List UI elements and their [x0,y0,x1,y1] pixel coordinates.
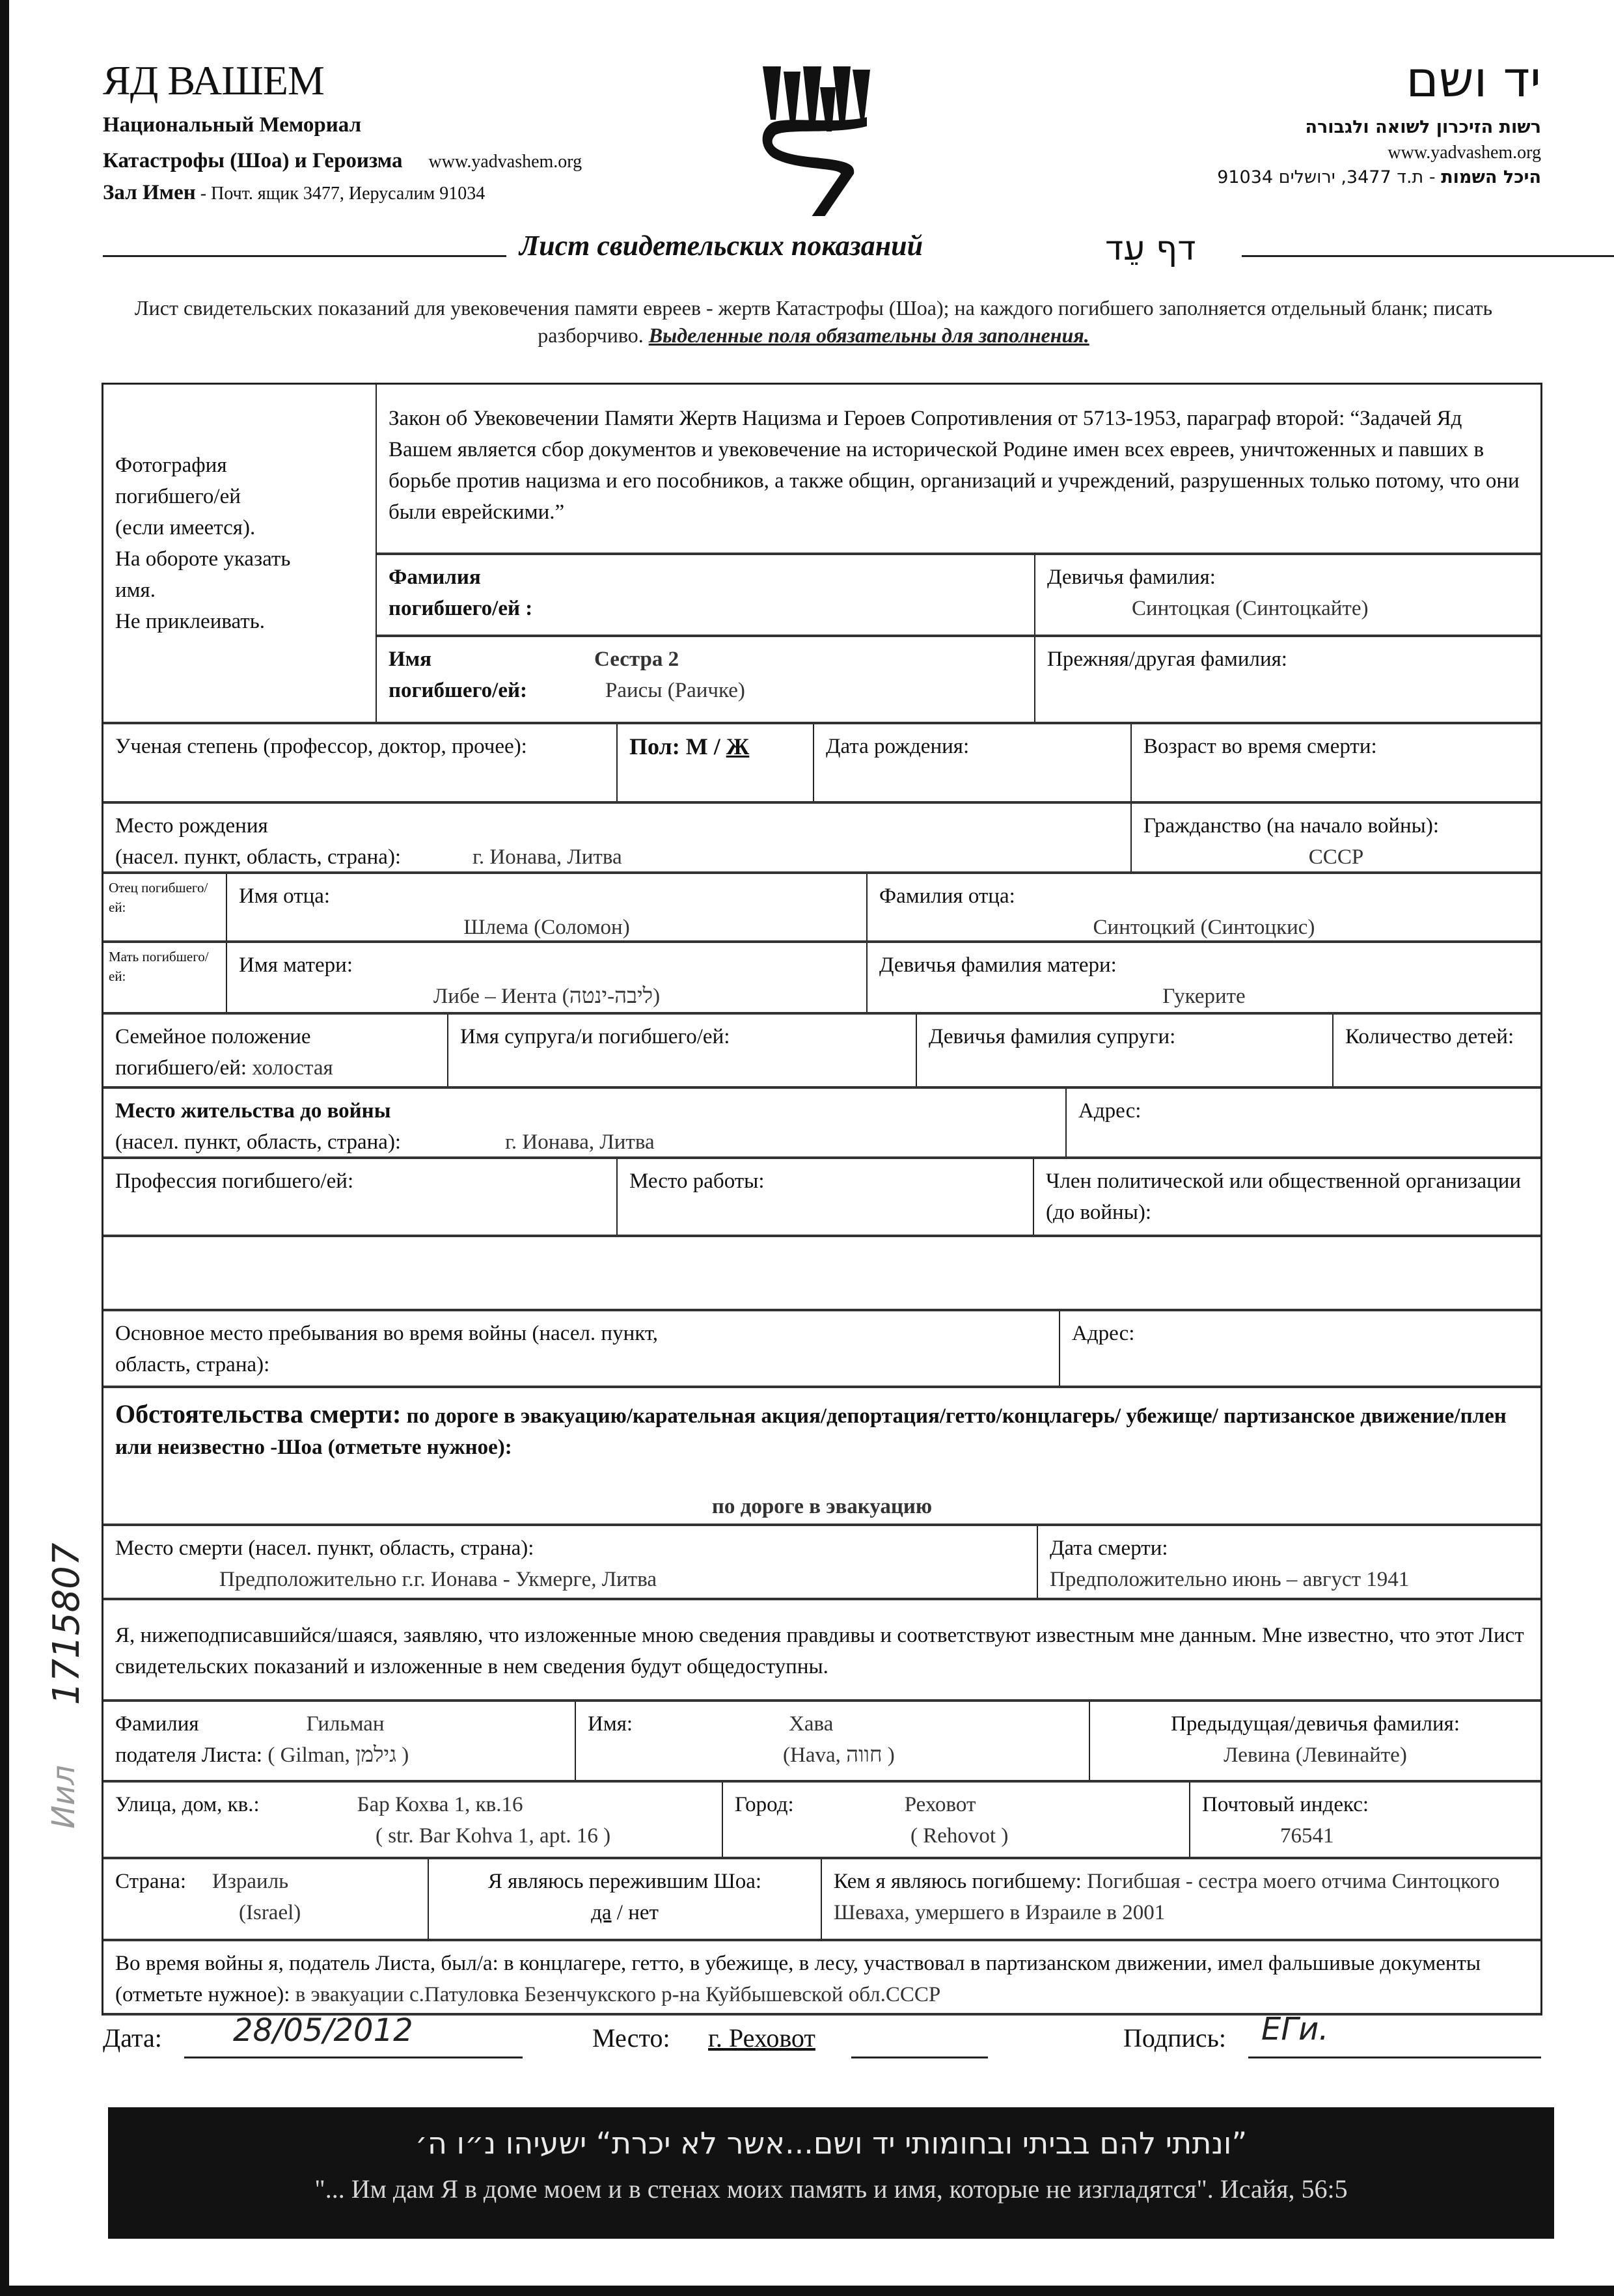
archive-number-note: 1715807 [46,1542,88,1705]
spouse-name-field[interactable]: Имя супруга/и погибшего/ей: [448,1015,917,1086]
gender-field[interactable]: Пол: М / Ж [618,724,814,801]
mother-maiden-field[interactable]: Девичья фамилия матери: Гукерите [879,953,1246,1008]
website-link[interactable]: www.yadvashem.org [428,152,582,172]
organization-membership-field[interactable]: Член политической или общественной организации (до войны): [1046,1169,1522,1224]
submitter-name-field[interactable]: Имя: Хава (Hava, חווה ) [576,1702,1090,1780]
wartime-residence-field[interactable]: Основное место пребывания во время войны (насел. пункт, область, страна): [103,1311,1060,1386]
submitter-surname-field[interactable]: Фамилия Гильман подателя Листа: ( Gilman, גילמן ) [103,1702,576,1780]
header-hebrew [1217,50,1541,187]
date-label: Дата: [103,2023,162,2053]
survivor-field[interactable]: Я являюсь пережившим Шоа: да / нет [429,1859,822,1939]
org-subtitle-2: Катастрофы (Шоа) и Героизма www.yadvashem.org [103,149,582,172]
country-field[interactable]: Страна: Израиль (Israel) [103,1859,429,1939]
submitter-wartime-field[interactable]: Во время войны я, податель Листа, был/а: в концлагере, гетто, в убежище, в лесу, участвовал в партизанском движении, имел фальшивые документы (отметьте нужное): в эвакуации с.Патуловка Безенчукского р-на Куйбышевской обл.СССР [115,1952,1481,2006]
testimony-form [102,383,1542,2016]
prewar-address-field[interactable]: Адрес: [1078,1099,1142,1123]
citizenship-field[interactable]: Гражданство (на начало войны): СССР [1143,814,1440,869]
required-fields-note: Выделенные поля обязательны для заполнения. [648,323,1089,347]
wartime-address-field[interactable]: Адрес: [1072,1322,1135,1345]
death-circumstances-field[interactable]: Обстоятельства смерти: по дороге в эвакуацию/карательная акция/депортация/гетто/концлагерь/ убежище/ партизанское движение/плен или неизвестно -Шоа (отметьте нужное): по дороге в эвакуацию [103,1388,1540,1524]
victim-first-name-field[interactable]: Имя Сестра 2 погибшего/ей: Раисы (Раичке) [377,637,1035,722]
victim-surname-field[interactable]: Фамилия погибшего/ей : [377,555,1035,635]
father-surname-field[interactable]: Фамилия отца: Синтоцкий (Синтоцкис) [879,884,1315,939]
maiden-name-field[interactable]: Девичья фамилия: Синтоцкая (Синтоцкайте) [1047,566,1369,620]
org-address-he: היכל השמות - ת.ד 3477, ירושלים 91034 [1217,167,1541,187]
relation-field[interactable]: Кем я являюсь погибшему: Погибшая - сестра моего отчима Синтоцкого Шеваха, умершего в Израиле в 2001 [834,1870,1500,1924]
workplace-field[interactable]: Место работы: [618,1159,1034,1235]
quote-russian: "... Им дам Я в доме моем и в стенах моих память и имя, которые не изгладятся". Исайя, 56:5 [314,2174,1348,2204]
father-name-field[interactable]: Имя отца: Шлема (Соломон) [227,874,868,940]
org-subtitle-he: רשות הזיכרון לשואה ולגבורה [1305,117,1541,137]
header-russian [103,57,582,205]
street-field[interactable]: Улица, дом, кв.: Бар Кохва 1, кв.16 ( str. Bar Kohva 1, apt. 16 ) [103,1783,723,1857]
zip-field[interactable]: Почтовый индекс: 76541 [1202,1793,1369,1848]
other-surname-field[interactable]: Прежняя/другая фамилия: [1047,648,1287,671]
blank-row [103,1237,1540,1311]
menorah-logo-icon [756,47,886,216]
place-value[interactable]: г. Реховот [708,2023,815,2053]
death-circumstances-value: по дороге в эвакуацию [711,1495,933,1518]
spouse-maiden-field[interactable]: Девичья фамилия супруги: [917,1015,1334,1086]
prewar-residence-field[interactable]: Место жительства до войны (насел. пункт, область, страна): г. Ионава, Литва [103,1089,1067,1156]
quote-hebrew: ”ונתתי להם בביתי ובחומותי יד ושם...אשר לא יכרת“ ישעיהו נ״ו ה׳ [415,2125,1248,2161]
children-count-field[interactable]: Количество детей: [1345,1025,1514,1048]
submitter-maiden-field[interactable]: Предыдущая/девичья фамилия: Левина (Левинайте) [1170,1712,1460,1767]
divider [1242,255,1614,257]
death-place-field[interactable]: Место смерти (насел. пункт, область, страна): Предположительно г.г. Ионава - Укмерге, Литва [103,1526,1038,1598]
footer-quote-banner [108,2107,1554,2239]
profession-field[interactable]: Профессия погибшего/ей: [103,1159,618,1235]
death-date-field[interactable]: Дата смерти: Предположительно июнь – август 1941 [1050,1537,1410,1591]
org-address-ru: Зал Имен - Почт. ящик 3477, Иерусалим 91034 [103,181,486,204]
birth-date-field[interactable]: Дата рождения: [814,724,1132,801]
place-label: Место: [592,2023,670,2053]
form-title-row [103,229,1541,268]
photo-area[interactable]: Фотография погибшего/ей (если имеется). На обороте указать имя. Не приклеивать. [103,385,377,722]
academic-degree-field[interactable]: Ученая степень (профессор, доктор, прочее): [103,724,618,801]
age-at-death-field[interactable]: Возраст во время смерти: [1143,735,1377,758]
survivor-yes[interactable]: да [591,1901,612,1924]
divider [103,255,506,257]
signature-line [1248,2057,1541,2058]
mother-name-field[interactable]: Имя матери: Либе – Иента (ליבה-ינטה) [227,943,868,1012]
org-name-he: יד ושם [1406,50,1541,108]
website-link-he[interactable]: www.yadvashem.org [1388,143,1541,163]
form-title-he: דף עֵד [1105,229,1196,268]
signature-row [103,2011,1541,2068]
signature-value[interactable]: ЕГи. [1261,2011,1329,2047]
birthplace-field[interactable]: Место рождения (насел. пункт, область, страна): г. Ионава, Литва [103,804,1132,871]
declaration-text: Я, нижеподписавшийся/шаяся, заявляю, что изложенные мною сведения правдивы и соответствуют известным мне данным. Мне известно, что этот Лист свидетельских показаний и изложенные в нем сведения будут общедоступны. [115,1624,1524,1678]
scan-edge [0,0,9,2296]
place-line [851,2057,988,2058]
org-subtitle-1: Национальный Мемориал [103,113,362,137]
mother-section-label: Мать погибшего/ ей: [103,943,227,1012]
date-value[interactable]: 28/05/2012 [233,2012,413,2049]
scan-edge-bottom [0,2286,1614,2296]
law-quote: Закон об Увековечении Памяти Жертв Нацизма и Героев Сопротивления от 5713-1953, параграф второй: “Задачей Яд Вашем является сбор документов и увековечение на исторической Родине имен всех евреев, уничтоженных и павших в борьбе против нацизма и его пособников, а также общин, организаций и учреждений, разрушенных только потому, что они были еврейскими.” [377,385,1540,555]
marital-status-field[interactable]: Семейное положение погибшего/ей: холостая [103,1015,448,1086]
city-field[interactable]: Город: Реховот ( Rehovot ) [723,1783,1190,1857]
form-instructions: Лист свидетельских показаний для увековечения памяти евреев - жертв Катастрофы (Шоа); на каждого погибшего заполняется отдельный бланк; писать разборчиво. Выделенные поля обязательны для заполнения. [134,296,1493,347]
gender-selected[interactable]: Ж [726,733,750,759]
signature-label: Подпись: [1123,2023,1227,2053]
org-name-ru: ЯД ВАШЕМ [103,57,324,103]
form-title: Лист свидетельских показаний [519,230,923,262]
date-line [184,2057,523,2058]
survivor-no[interactable]: нет [628,1901,659,1924]
pencil-mark-note: Иил [46,1765,82,1829]
father-section-label: Отец погибшего/ ей: [103,874,227,940]
